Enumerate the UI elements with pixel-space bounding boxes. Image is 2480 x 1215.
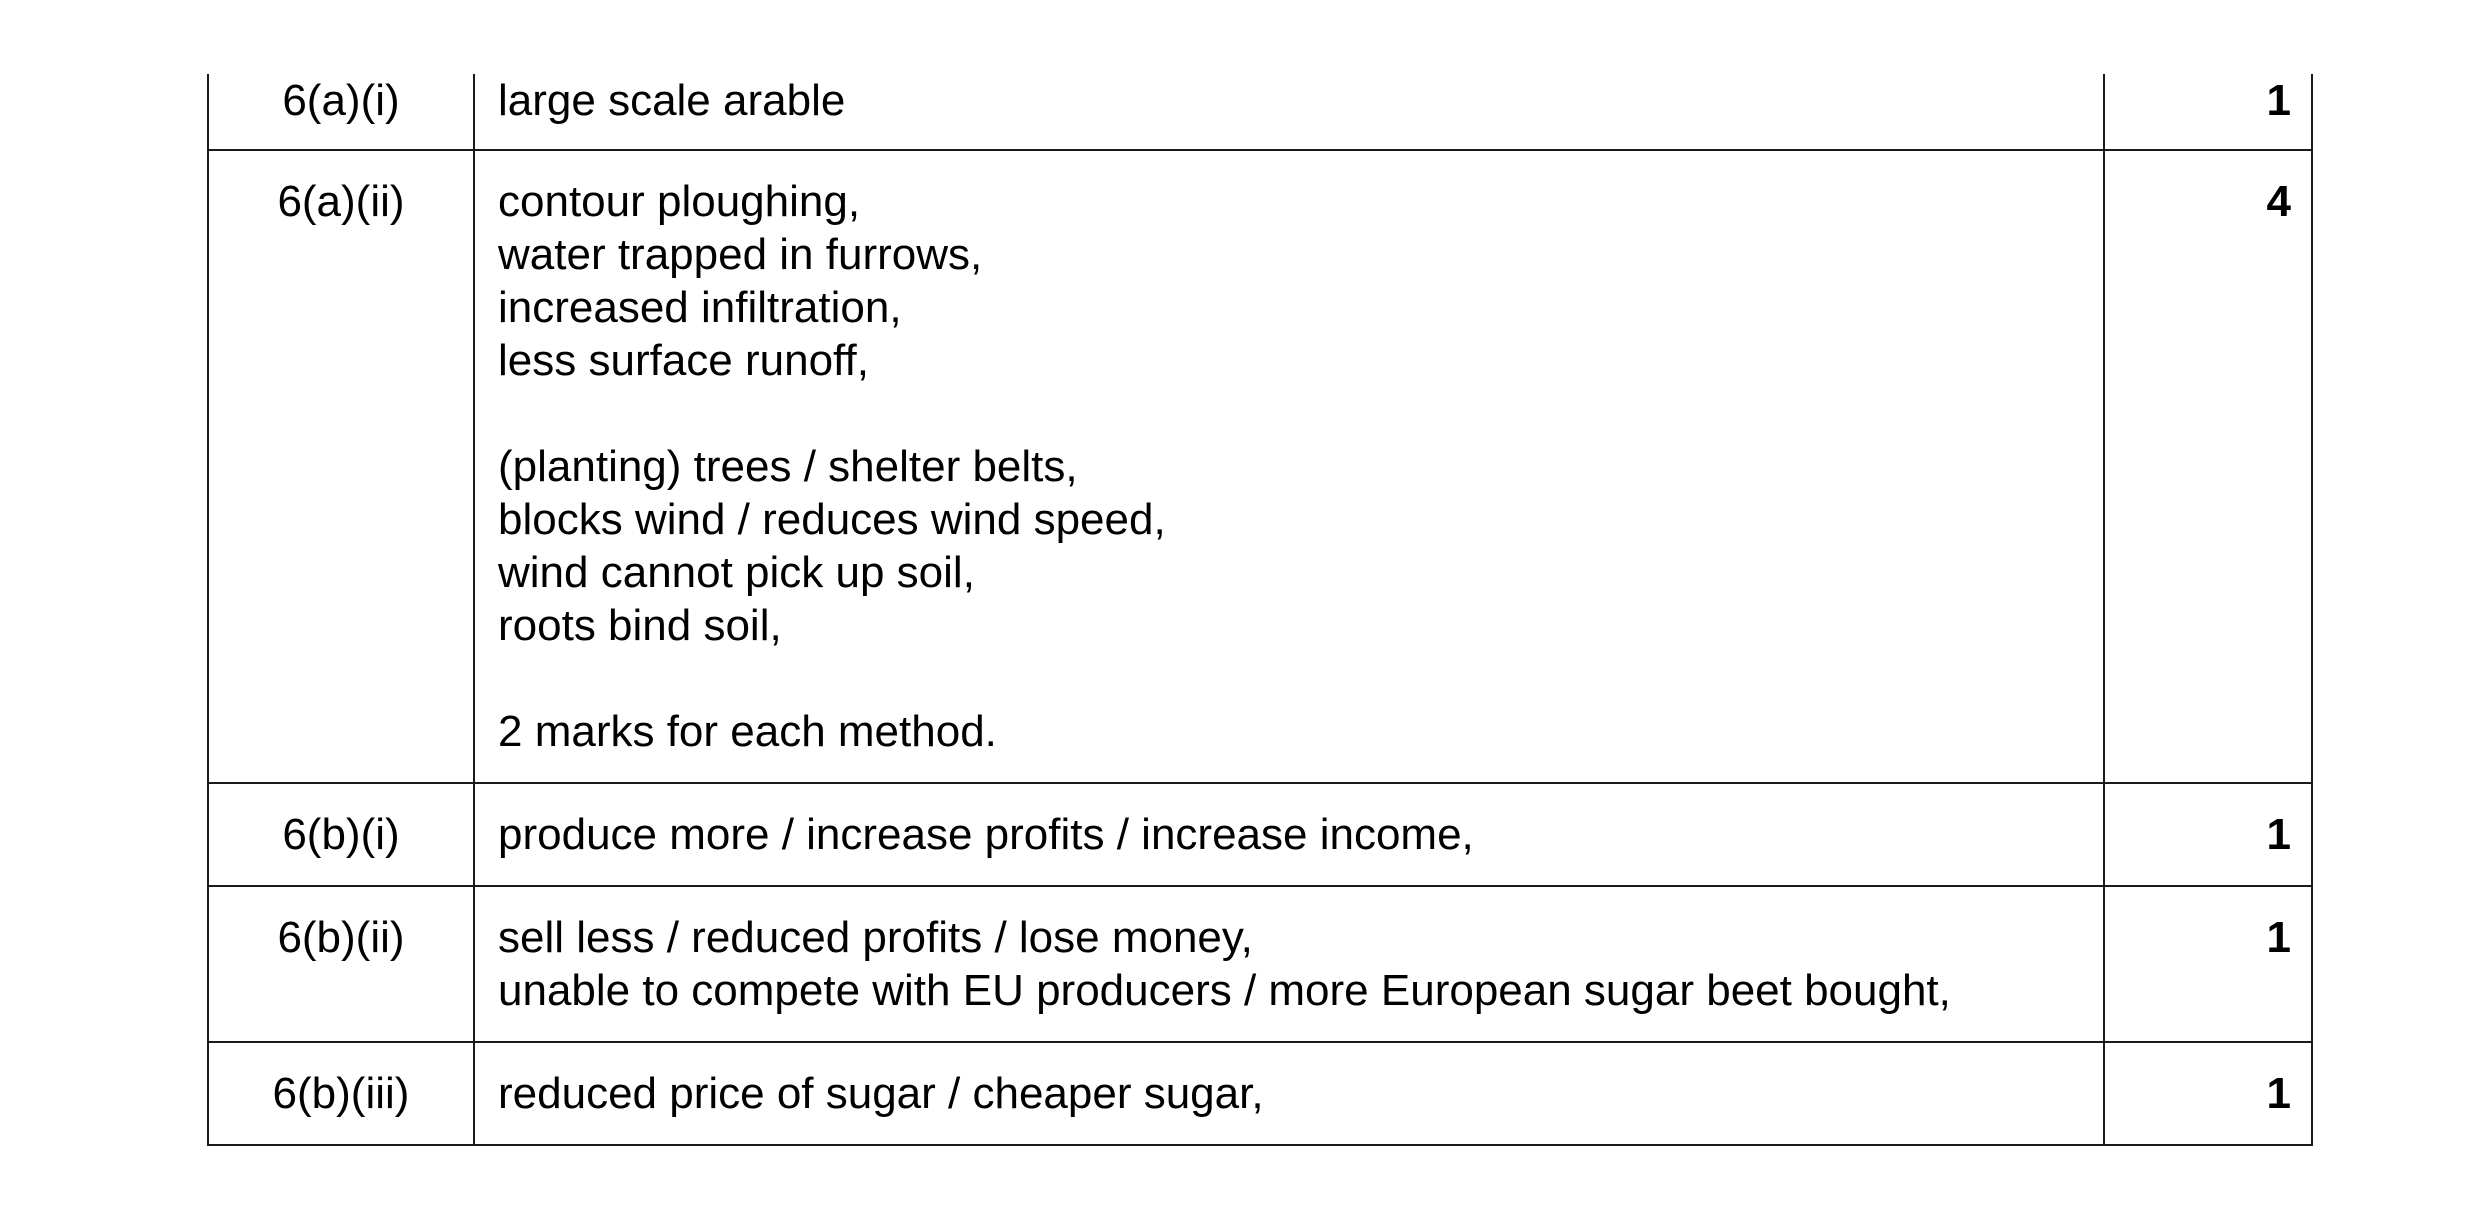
- table-row: [208, 150, 2312, 783]
- table-row: [208, 1042, 2312, 1145]
- marks-cell: [2104, 150, 2312, 783]
- answer-line: sell less / reduced profits / lose money,: [498, 913, 1253, 962]
- marks-value: 4: [2266, 177, 2291, 226]
- question-number: 6(b)(iii): [272, 1069, 410, 1118]
- answer-line: produce more / increase profits / increase income,: [498, 810, 1474, 859]
- marks-value: 1: [2266, 810, 2291, 859]
- answer-line: less surface runoff,: [498, 336, 869, 385]
- question-number: 6(b)(ii): [277, 913, 405, 962]
- answer-line: blocks wind / reduces wind speed,: [498, 495, 1166, 544]
- marks-value: 1: [2266, 913, 2291, 962]
- answer-line: large scale arable: [498, 76, 846, 125]
- marks-cell: [2104, 74, 2312, 150]
- question-cell: [208, 150, 474, 783]
- answer-cell: [474, 150, 2104, 783]
- answer-cell: [474, 783, 2104, 886]
- table-row: [208, 74, 2312, 150]
- answer-note: 2 marks for each method.: [498, 707, 997, 756]
- question-number: 6(b)(i): [282, 810, 400, 859]
- marks-cell: [2104, 783, 2312, 886]
- question-cell: [208, 783, 474, 886]
- table-row: [208, 783, 2312, 886]
- answer-spacer: [498, 387, 2083, 440]
- answer-line: wind cannot pick up soil,: [498, 548, 975, 597]
- question-number: 6(a)(ii): [277, 177, 405, 226]
- question-cell: [208, 74, 474, 150]
- question-cell: [208, 1042, 474, 1145]
- mark-scheme-table: [207, 74, 2313, 1146]
- answer-line: roots bind soil,: [498, 601, 782, 650]
- answer-cell: [474, 886, 2104, 1042]
- answer-line: (planting) trees / shelter belts,: [498, 442, 1078, 491]
- answer-line: unable to compete with EU producers / more European sugar beet bought,: [498, 966, 1951, 1015]
- table-row: [208, 886, 2312, 1042]
- answer-cell: [474, 74, 2104, 150]
- question-number: 6(a)(i): [282, 76, 400, 125]
- answer-line: contour ploughing,: [498, 177, 861, 226]
- marks-cell: [2104, 1042, 2312, 1145]
- marks-value: 1: [2266, 76, 2291, 125]
- answer-line: increased infiltration,: [498, 283, 902, 332]
- marks-value: 1: [2266, 1069, 2291, 1118]
- question-cell: [208, 886, 474, 1042]
- answer-line: reduced price of sugar / cheaper sugar,: [498, 1069, 1264, 1118]
- marks-cell: [2104, 886, 2312, 1042]
- answer-cell: [474, 1042, 2104, 1145]
- answer-spacer: [498, 652, 2083, 705]
- mark-scheme-body: [208, 74, 2312, 1145]
- answer-line: water trapped in furrows,: [498, 230, 983, 279]
